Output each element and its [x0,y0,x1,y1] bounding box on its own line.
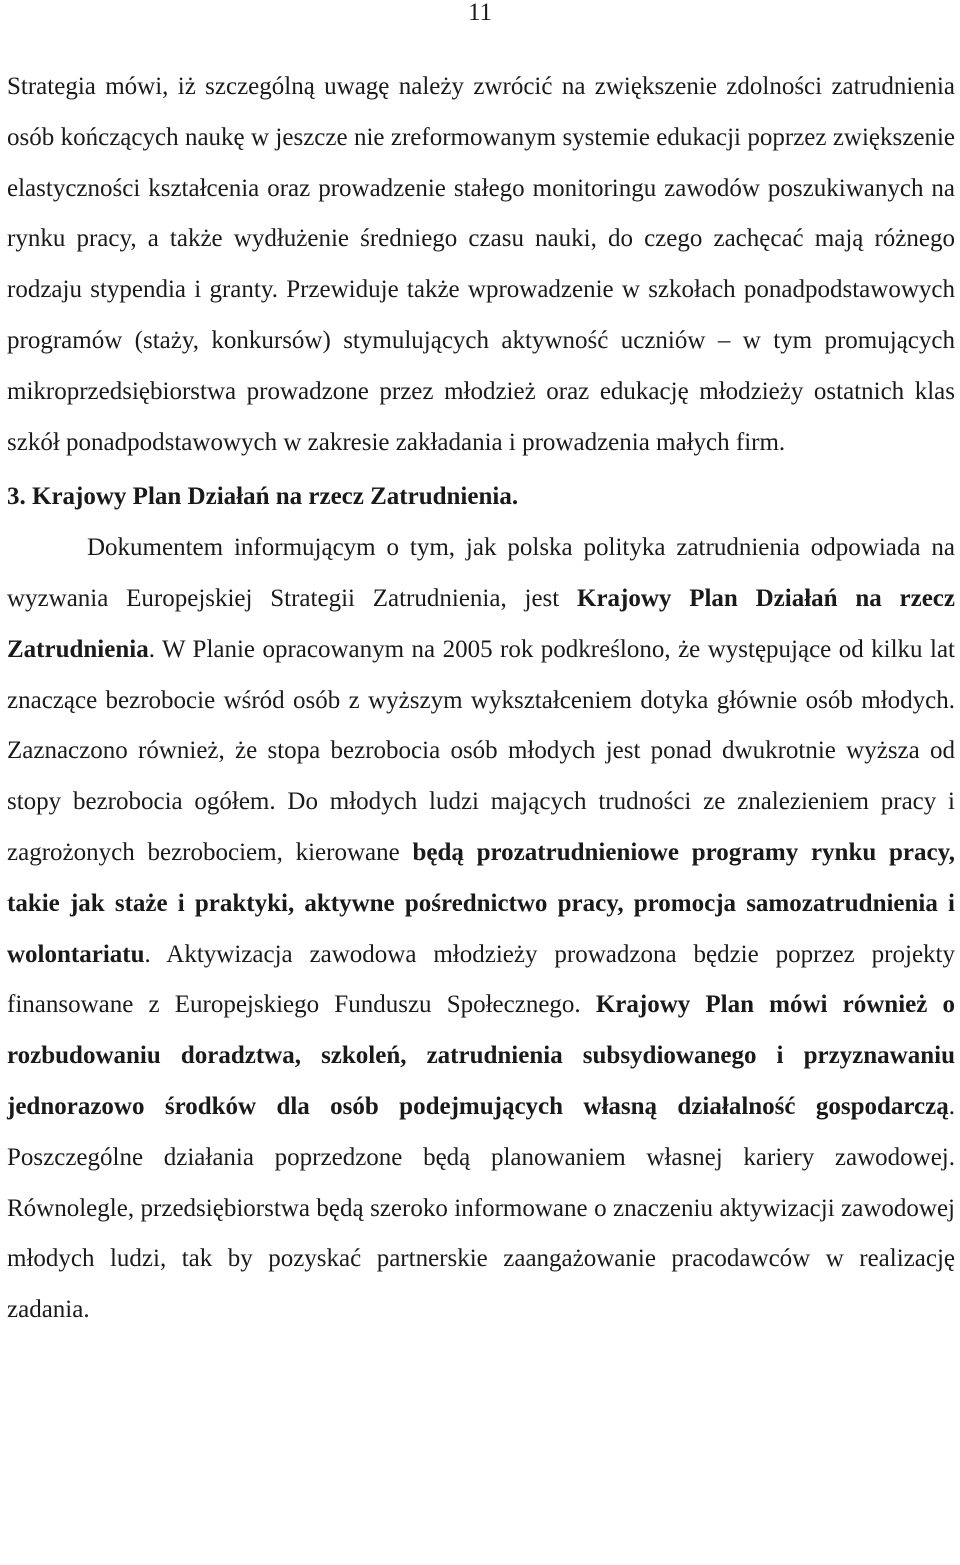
para2-bold-3: Krajowy Plan mówi również o rozbudowaniu doradztwa, szkoleń, zatrudnienia subsydiowanego i przyznawaniu jednorazowo środków dla osób podejmujących własną działalność gospodarczą [7,991,955,1120]
para2-text-2: . W Planie opracowanym na 2005 rok podkreślono, że występujące od kilku lat znaczące bezrobocie wśród osób z wyższym wykształceniem dotyka głównie osób młodych. Zaznaczono również, że stopa bezrobocia osób młodych jest ponad dwukrotnie wyższa od stopy bezrobocia ogółem. Do młodych ludzi mających trudności ze znalezieniem pracy i zagrożonych bezrobociem, kierowane [7,635,955,866]
para2-text-1: Dokumentem informującym o tym, jak polska polityka zatrudnienia odpowiada na wyzwania Europejskiej Strategii Zatrudnienia, jest [7,534,955,612]
paragraph-strategy: Strategia mówi, iż szczególną uwagę należy zwrócić na zwiększenie zdolności zatrudnienia osób kończących naukę w jeszcze nie zreformowanym systemie edukacji poprzez zwiększenie elastyczności kształcenia oraz prowadzenie stałego monitoringu zawodów poszukiwanych na rynku pracy, a także wydłużenie średniego czasu nauki, do czego zachęcać mają różnego rodzaju stypendia i granty. Przewiduje także wprowadzenie w szkołach ponadpodstawowych programów (staży, konkursów) stymulujących aktywność uczniów – w tym promujących mikroprzedsiębiorstwa prowadzone przez młodzież oraz edukację młodzieży ostatnich klas szkół ponadpodstawowych w zakresie zakładania i prowadzenia małych firm. [7,73,955,456]
document-body [7,62,955,1336]
section-heading-krajowy-plan: 3. Krajowy Plan Działań na rzecz Zatrudnienia. [7,483,519,511]
para2-text-4: . Poszczególne działania poprzedzone będą planowaniem własnej kariery zawodowej. Równolegle, przedsiębiorstwa będą szeroko informowane o znaczeniu aktywizacji zawodowej młodych ludzi, tak by pozyskać partnerskie zaangażowanie pracodawców w realizację zadania. [7,1092,955,1324]
page-number: 11 [467,0,493,26]
paragraph-krajowy-plan [7,523,955,1336]
para2-text-3: . Aktywizacja zawodowa młodzieży prowadzona będzie poprzez projekty finansowane z Europejskiego Funduszu Społecznego. [7,940,955,1019]
para2-bold-2: będą prozatrudnieniowe programy rynku pracy, takie jak staże i praktyki, aktywne pośrednictwo pracy, promocja samozatrudnienia i wolontariatu [7,838,955,968]
para2-bold-1: Krajowy Plan Działań na rzecz Zatrudnienia [7,584,955,663]
